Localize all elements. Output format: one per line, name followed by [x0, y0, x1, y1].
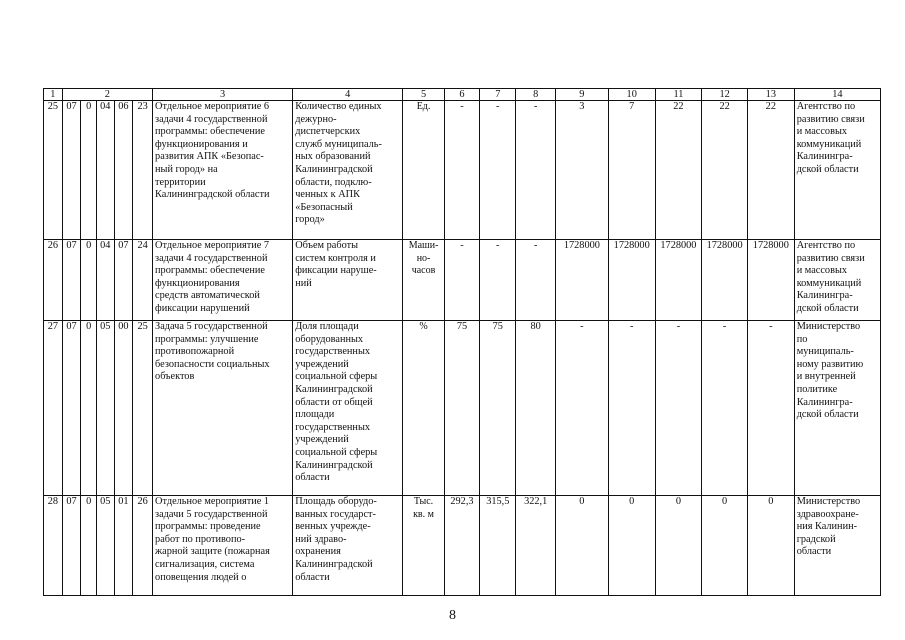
table-row: [44, 240, 881, 321]
value-cell: -: [444, 101, 479, 240]
value-cell: 22: [747, 101, 794, 240]
code-cell: 23: [133, 101, 153, 240]
column-number: 5: [403, 89, 445, 101]
column-number: 14: [794, 89, 880, 101]
program-indicators-table: [43, 88, 881, 596]
code-cell: 05: [96, 321, 114, 496]
column-number: 11: [655, 89, 702, 101]
table-row: [44, 496, 881, 596]
code-cell: 05: [96, 496, 114, 596]
value-cell: 315,5: [480, 496, 516, 596]
value-cell: -: [516, 240, 555, 321]
table-row: [44, 321, 881, 496]
value-cell: -: [747, 321, 794, 496]
page-number: 8: [449, 608, 456, 623]
agency-cell: Агентство по развитию связи и массовых коммуникаций Калинингра- дской области: [794, 101, 880, 240]
unit-cell: Тыс. кв. м: [403, 496, 445, 596]
event-name-cell: Отдельное мероприятие 1 задачи 5 государственной программы: проведение работ по противопо- жарной защите (пожарная сигнализация, система оповещения людей о: [153, 496, 293, 596]
value-cell: 1728000: [555, 240, 608, 321]
code-cell: 01: [114, 496, 133, 596]
value-cell: -: [480, 240, 516, 321]
event-name-cell: Задача 5 государственной программы: улучшение противопожарной безопасности социальных объектов: [153, 321, 293, 496]
value-cell: 0: [555, 496, 608, 596]
value-cell: 3: [555, 101, 608, 240]
code-cell: 04: [96, 101, 114, 240]
column-number: 4: [293, 89, 403, 101]
value-cell: -: [444, 240, 479, 321]
value-cell: 1728000: [655, 240, 702, 321]
code-cell: 0: [81, 321, 97, 496]
value-cell: 75: [444, 321, 479, 496]
value-cell: 0: [655, 496, 702, 596]
value-cell: 1728000: [702, 240, 748, 321]
column-number: 13: [747, 89, 794, 101]
value-cell: -: [516, 101, 555, 240]
value-cell: 75: [480, 321, 516, 496]
row-number: 25: [44, 101, 63, 240]
code-cell: 0: [81, 496, 97, 596]
column-number: 9: [555, 89, 608, 101]
column-number: 8: [516, 89, 555, 101]
value-cell: 322,1: [516, 496, 555, 596]
code-cell: 26: [133, 496, 153, 596]
table-row: [44, 101, 881, 240]
code-cell: 07: [62, 321, 81, 496]
column-number: 2: [62, 89, 152, 101]
value-cell: 292,3: [444, 496, 479, 596]
indicator-cell: Объем работы систем контроля и фиксации наруше- ний: [293, 240, 403, 321]
column-number: 12: [702, 89, 748, 101]
value-cell: 80: [516, 321, 555, 496]
agency-cell: Министерство по муниципаль- ному развитию и внутренней политике Калинингра- дской области: [794, 321, 880, 496]
agency-cell: Агентство по развитию связи и массовых коммуникаций Калинингра- дской области: [794, 240, 880, 321]
code-cell: 07: [62, 496, 81, 596]
column-number: 10: [608, 89, 655, 101]
value-cell: 0: [702, 496, 748, 596]
indicator-cell: Количество единых дежурно- диспетчерских служб муниципаль- ных образований Калининградской области, подклю- ченных к АПК «Безопасный город»: [293, 101, 403, 240]
unit-cell: %: [403, 321, 445, 496]
code-cell: 25: [133, 321, 153, 496]
value-cell: 0: [747, 496, 794, 596]
value-cell: 1728000: [608, 240, 655, 321]
code-cell: 24: [133, 240, 153, 321]
code-cell: 07: [62, 101, 81, 240]
code-cell: 07: [62, 240, 81, 321]
value-cell: -: [655, 321, 702, 496]
value-cell: -: [480, 101, 516, 240]
value-cell: -: [555, 321, 608, 496]
value-cell: 22: [702, 101, 748, 240]
indicator-cell: Доля площади оборудованных государственных учреждений социальной сферы Калининградской области от общей площади государственных учреждений социальной сферы Калининградской области: [293, 321, 403, 496]
code-cell: 00: [114, 321, 133, 496]
column-number: 7: [480, 89, 516, 101]
event-name-cell: Отдельное мероприятие 7 задачи 4 государственной программы: обеспечение функционирования средств автоматической фиксации нарушений: [153, 240, 293, 321]
code-cell: 06: [114, 101, 133, 240]
event-name-cell: Отдельное мероприятие 6 задачи 4 государственной программы: обеспечение функционирования и развития АПК «Безопас- ный город» на территории Калининградской области: [153, 101, 293, 240]
value-cell: 22: [655, 101, 702, 240]
code-cell: 07: [114, 240, 133, 321]
value-cell: -: [702, 321, 748, 496]
unit-cell: Ед.: [403, 101, 445, 240]
code-cell: 04: [96, 240, 114, 321]
column-number: 6: [444, 89, 479, 101]
value-cell: -: [608, 321, 655, 496]
row-number: 28: [44, 496, 63, 596]
agency-cell: Министерство здравоохране- ния Калинин- градской области: [794, 496, 880, 596]
code-cell: 0: [81, 240, 97, 321]
column-number: 1: [44, 89, 63, 101]
row-number: 26: [44, 240, 63, 321]
unit-cell: Маши- но-часов: [403, 240, 445, 321]
row-number: 27: [44, 321, 63, 496]
code-cell: 0: [81, 101, 97, 240]
value-cell: 0: [608, 496, 655, 596]
indicator-cell: Площадь оборудо- ванных государст- венных учрежде- ний здраво- охранения Калининградской области: [293, 496, 403, 596]
column-number: 3: [153, 89, 293, 101]
column-number-row: [44, 89, 881, 101]
value-cell: 1728000: [747, 240, 794, 321]
value-cell: 7: [608, 101, 655, 240]
